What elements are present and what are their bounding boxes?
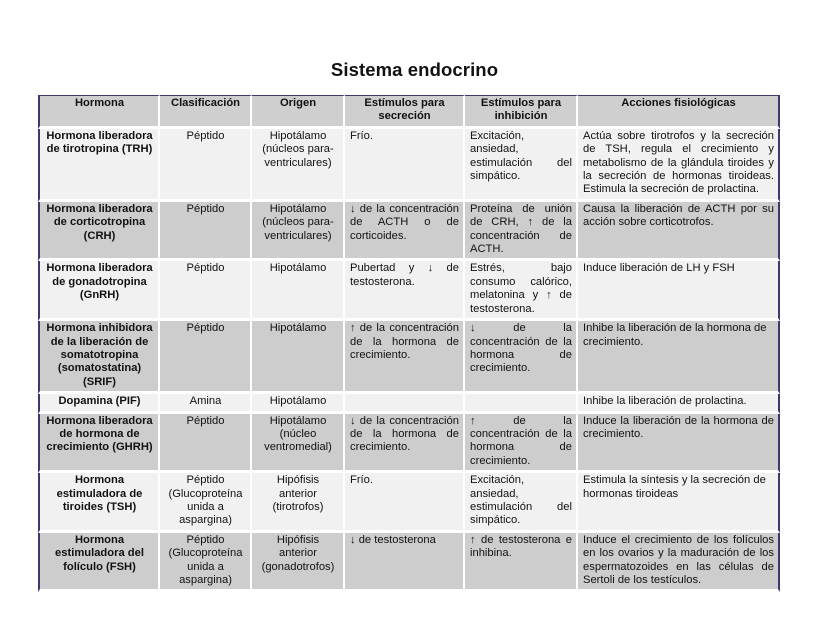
table-row	[38, 394, 780, 413]
cell-origen: Hipotálamo	[252, 261, 345, 321]
cell-hormona: Hormona liberadora de tirotropina (TRH)	[38, 129, 160, 202]
cell-clasificacion: Péptido (Glucoproteína unida a aspargina)	[160, 473, 252, 533]
table-header-row	[38, 95, 780, 129]
cell-hormona: Hormona estimuladora del folículo (FSH)	[38, 533, 160, 593]
cell-origen: Hipófisis anterior (gonadotrofos)	[252, 533, 345, 593]
cell-inhibicion: Excitación, ansiedad, estimulación del simpático.	[465, 473, 578, 533]
cell-secrecion: Frío.	[345, 129, 465, 202]
cell-inhibicion: ↓ de la concentración de la hormona de crecimiento.	[465, 321, 578, 394]
header-hormona: Hormona	[38, 95, 160, 129]
header-clasificacion: Clasificación	[160, 95, 252, 129]
cell-clasificacion: Péptido	[160, 321, 252, 394]
cell-hormona: Hormona liberadora de gonadotropina (GnRH)	[38, 261, 160, 321]
cell-secrecion: ↓ de la concentración de ACTH o de corticoides.	[345, 202, 465, 262]
cell-inhibicion: ↑ de la concentración de la hormona de crecimiento.	[465, 414, 578, 474]
cell-clasificacion: Péptido	[160, 261, 252, 321]
table-row	[38, 321, 780, 394]
table-row	[38, 129, 780, 202]
cell-acciones: Inhibe la liberación de la hormona de crecimiento.	[578, 321, 780, 394]
endocrine-table-container	[38, 95, 780, 592]
cell-acciones: Inhibe la liberación de prolactina.	[578, 394, 780, 413]
cell-clasificacion: Amina	[160, 394, 252, 413]
header-estimulos-inhibicion: Estímulos para inhibición	[465, 95, 578, 129]
cell-acciones: Induce liberación de LH y FSH	[578, 261, 780, 321]
header-estimulos-secrecion: Estímulos para secreción	[345, 95, 465, 129]
table-row	[38, 414, 780, 474]
cell-inhibicion	[465, 394, 578, 413]
cell-acciones: Causa la liberación de ACTH por su acción sobre corticotrofos.	[578, 202, 780, 262]
table-row	[38, 202, 780, 262]
header-acciones: Acciones fisiológicas	[578, 95, 780, 129]
header-origen: Origen	[252, 95, 345, 129]
table-row	[38, 261, 780, 321]
cell-origen: Hipotálamo (núcleos para-ventriculares)	[252, 129, 345, 202]
cell-inhibicion: Estrés, bajo consumo calórico, melatonina y ↑ de testosterona.	[465, 261, 578, 321]
cell-acciones: Induce el crecimiento de los folículos en los ovarios y la maduración de los espermatozoides en las células de Sertoli de los testículos.	[578, 533, 780, 593]
cell-secrecion	[345, 394, 465, 413]
cell-origen: Hipófisis anterior (tirotrofos)	[252, 473, 345, 533]
cell-origen: Hipotálamo	[252, 394, 345, 413]
table-row	[38, 473, 780, 533]
cell-inhibicion: Excitación, ansiedad, estimulación del simpático.	[465, 129, 578, 202]
cell-acciones: Induce la liberación de la hormona de crecimiento.	[578, 414, 780, 474]
cell-secrecion: ↓ de la concentración de la hormona de crecimiento.	[345, 414, 465, 474]
cell-secrecion: ↓ de testosterona	[345, 533, 465, 593]
cell-hormona: Hormona inhibidora de la liberación de somatotropina (somatostatina) (SRIF)	[38, 321, 160, 394]
cell-acciones: Estimula la síntesis y la secreción de hormonas tiroideas	[578, 473, 780, 533]
cell-origen: Hipotálamo (núcleos para-ventriculares)	[252, 202, 345, 262]
cell-clasificacion: Péptido	[160, 414, 252, 474]
endocrine-table	[38, 95, 780, 592]
cell-hormona: Hormona liberadora de corticotropina (CRH)	[38, 202, 160, 262]
table-row	[38, 533, 780, 593]
cell-hormona: Hormona liberadora de hormona de crecimiento (GHRH)	[38, 414, 160, 474]
cell-acciones: Actúa sobre tirotrofos y la secreción de TSH, regula el crecimiento y metabolismo de la glándula tiroides y la secreción de hormonas tiroideas. Estimula la secreción de prolactina.	[578, 129, 780, 202]
cell-inhibicion: Proteína de unión de CRH, ↑ de la concentración de ACTH.	[465, 202, 578, 262]
cell-secrecion: ↑ de la concentración de la hormona de crecimiento.	[345, 321, 465, 394]
cell-secrecion: Pubertad y ↓ de testosterona.	[345, 261, 465, 321]
cell-clasificacion: Péptido (Glucoproteína unida a aspargina)	[160, 533, 252, 593]
page-title: Sistema endocrino	[330, 59, 499, 80]
cell-clasificacion: Péptido	[160, 129, 252, 202]
cell-hormona: Hormona estimuladora de tiroides (TSH)	[38, 473, 160, 533]
cell-inhibicion: ↑ de testosterona e inhibina.	[465, 533, 578, 593]
cell-origen: Hipotálamo (núcleo ventromedial)	[252, 414, 345, 474]
cell-hormona: Dopamina (PIF)	[38, 394, 160, 413]
cell-clasificacion: Péptido	[160, 202, 252, 262]
cell-secrecion: Frío.	[345, 473, 465, 533]
cell-origen: Hipotálamo	[252, 321, 345, 394]
